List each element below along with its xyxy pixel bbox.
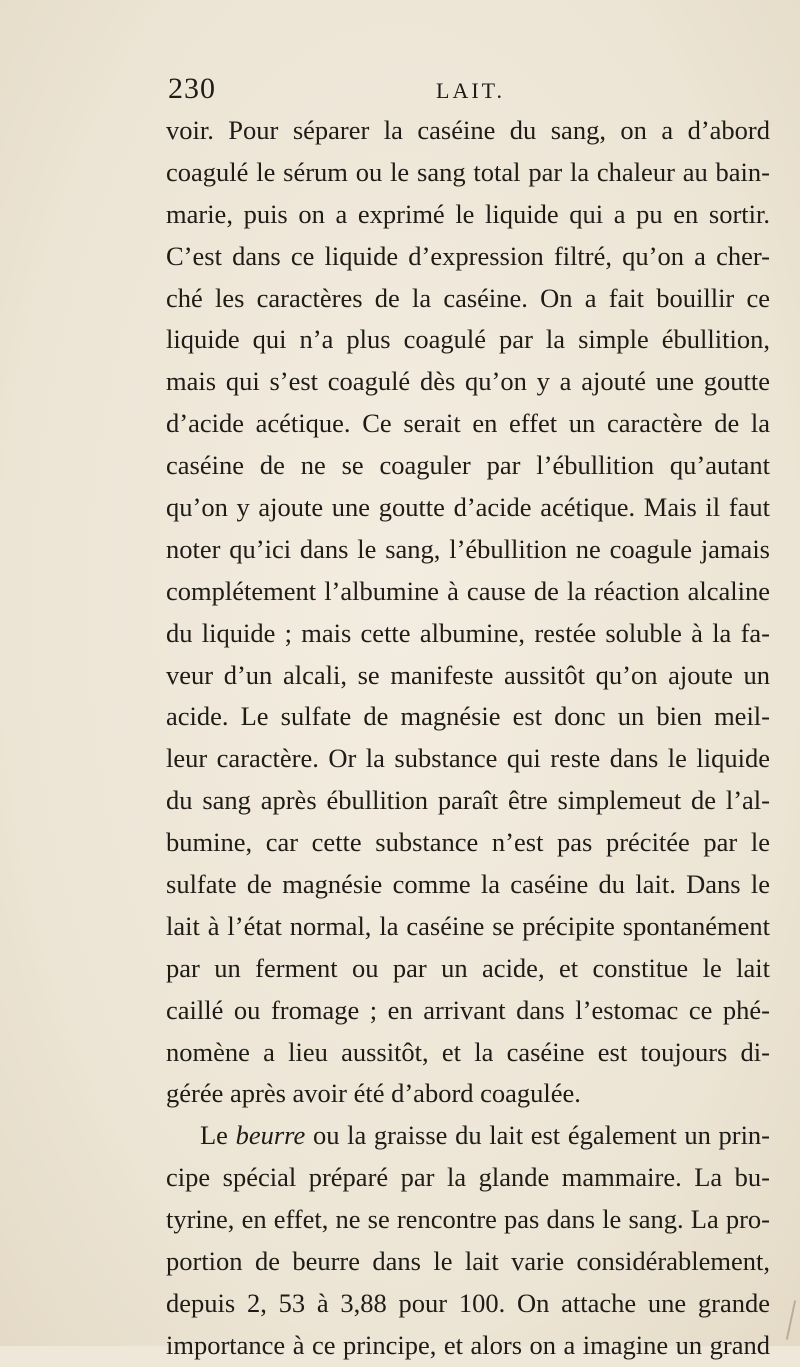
text-line: cipe spécial préparé par la glande mammaire. La bu- xyxy=(166,1162,770,1193)
text-line: noter qu’ici dans le sang, l’ébullition ne coagule jamais xyxy=(166,533,770,564)
lead-word: Le xyxy=(200,1120,228,1151)
text-line: mais qui s’est coagulé dès qu’on y a ajouté une goutte xyxy=(166,366,770,397)
page-header xyxy=(168,72,766,112)
paragraph-end-line: gérée après avoir été d’abord coagulée. xyxy=(166,1078,581,1109)
text-line: d’acide acétique. Ce serait en effet un caractère de la xyxy=(166,408,770,439)
text-line: du sang après ébullition paraît être simplemeut de l’al- xyxy=(166,785,770,816)
paragraph-start-line xyxy=(166,1115,770,1157)
text-line: leur caractère. Or la substance qui reste dans le liquide xyxy=(166,743,770,774)
text-line: caséine de ne se coaguler par l’ébullition qu’autant xyxy=(166,450,770,481)
text-line: ché les caractères de la caséine. On a fait bouillir ce xyxy=(166,282,770,313)
text-line: qu’on y ajoute une goutte d’acide acétique. Mais il faut xyxy=(166,492,770,523)
text-line: depuis 2, 53 à 3,88 pour 100. On attache une grande xyxy=(166,1287,770,1318)
text-line: portion de beurre dans le lait varie considérablement, xyxy=(166,1246,770,1277)
page-number: 230 xyxy=(168,72,216,105)
italic-term: beurre xyxy=(235,1120,306,1151)
text-line: marie, puis on a exprimé le liquide qui a pu en sortir. xyxy=(166,198,770,229)
text-line: lait à l’état normal, la caséine se précipite spontanément xyxy=(166,910,770,941)
line-rest: ou la graisse du lait est également un prin- xyxy=(312,1120,771,1151)
text-line: coagulé le sérum ou le sang total par la chaleur au bain- xyxy=(166,156,770,187)
text-line: sulfate de magnésie comme la caséine du lait. Dans le xyxy=(166,869,770,900)
running-head: LAIT. xyxy=(436,78,505,103)
text-line: C’est dans ce liquide d’expression filtré, qu’on a cher- xyxy=(166,240,770,271)
text-line: acide. Le sulfate de magnésie est donc un bien meil- xyxy=(166,701,770,732)
text-line: du liquide ; mais cette albumine, restée soluble à la fa- xyxy=(166,617,770,648)
page-edge-mark xyxy=(786,1300,796,1340)
text-line: veur d’un alcali, se manifeste aussitôt qu’on ajoute un xyxy=(166,659,770,690)
text-line: importance à ce principe, et alors on a imagine un grand xyxy=(166,1329,770,1360)
text-line: nomène a lieu aussitôt, et la caséine est toujours di- xyxy=(166,1036,770,1067)
text-line: liquide qui n’a plus coagulé par la simple ébullition, xyxy=(166,324,770,355)
text-line: bumine, car cette substance n’est pas précitée par le xyxy=(166,827,770,858)
text-line: complétement l’albumine à cause de la réaction alcaline xyxy=(166,575,770,606)
body-text xyxy=(166,110,770,1367)
text-line: voir. Pour séparer la caséine du sang, on a d’abord xyxy=(166,115,770,145)
text-line: caillé ou fromage ; en arrivant dans l’estomac ce phé- xyxy=(166,994,770,1025)
text-line: tyrine, en effet, ne se rencontre pas dans le sang. La pro- xyxy=(166,1204,770,1235)
text-line: par un ferment ou par un acide, et constitue le lait xyxy=(166,952,770,983)
